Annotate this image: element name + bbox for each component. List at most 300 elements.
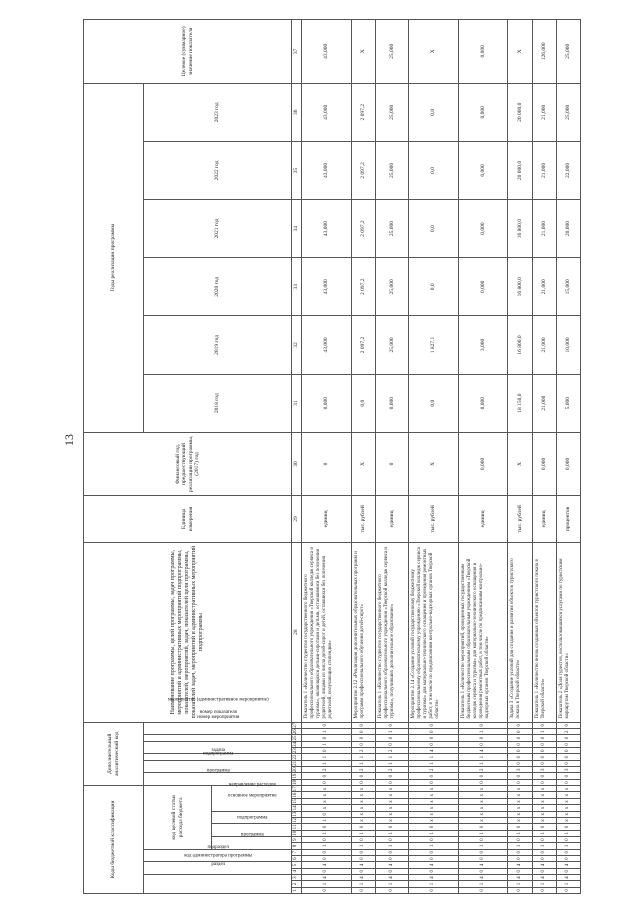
year-value-cell: 25,000: [376, 83, 409, 141]
code-cell: 0: [351, 836, 375, 842]
year-value-cell: 2 097,2: [351, 200, 375, 258]
code-cell: 1: [508, 830, 532, 836]
row-name-cell: Мероприятие 2.14 «Создание условий государственному бюджетному профессиональному образовательному учреждению «Тверской колледж сервиса и туризма» для материально-технического оснащения и проведения ремонтных работ, в том числе по предписаниям контрольно-надзорных органов Тверской области»: [408, 542, 458, 722]
code-cell: 1: [408, 760, 458, 766]
code-cell: 0: [508, 748, 532, 754]
code-cell: 1: [408, 830, 458, 836]
code-cell: 0: [408, 773, 458, 779]
code-cell: 0: [556, 855, 580, 861]
page-number: 13: [62, 434, 76, 446]
code-cell: 0: [351, 779, 375, 785]
column-number: 5: [292, 862, 302, 868]
code-cell: 2: [458, 767, 508, 773]
code-cell: 1: [376, 754, 409, 760]
code-cell: 0: [458, 836, 508, 842]
code-cell: 1: [532, 729, 556, 735]
year-value-cell: 22,000: [556, 141, 580, 199]
code-cell: 0: [508, 760, 532, 766]
code-cell: 0: [351, 773, 375, 779]
code-cell: 0: [351, 868, 375, 874]
code-cell: 4: [508, 862, 532, 868]
code-cell: 1: [302, 843, 352, 849]
code-cell: 0: [556, 773, 580, 779]
code-cell: х: [458, 805, 508, 811]
code-cell: 4: [408, 748, 458, 754]
unit-column-header: Единица измерения: [84, 496, 292, 543]
year-value-cell: 3,000: [458, 316, 508, 374]
year-value-cell: 2 097,2: [351, 141, 375, 199]
row-name-cell: Мероприятие 2.12 «Реализация дополнительных образовательных программ и программ профессионального обучения детей-сирот»: [351, 542, 375, 722]
code-cell: 2: [376, 748, 409, 754]
code-cell: 1: [408, 881, 458, 887]
code-cell: 0: [458, 849, 508, 855]
code-cell: 0: [302, 855, 352, 861]
row-name-cell: Показатель 2 «Доля туристов, воспользовавшихся услугами по туристским маршрутам Тверской области»: [556, 542, 580, 722]
year-value-cell: 21,000: [532, 200, 556, 258]
code-cell: 1: [351, 754, 375, 760]
code-cell: 0: [532, 779, 556, 785]
table-row: [376, 20, 409, 894]
base-year-cell: Х: [408, 432, 458, 495]
year-value-cell: 43,000: [302, 200, 352, 258]
a-subprogram-header: подпрограмма: [144, 760, 292, 773]
code-cell: х: [408, 786, 458, 792]
a-activity-header: мероприятие (административное мероприятие): [144, 741, 292, 754]
year-value-cell: 0,0: [408, 374, 458, 432]
code-cell: 0: [376, 722, 409, 728]
row-name-cell: Показатель 1 «Количество мероприятий, проведенных государственным бюджетным профессиональным образовательным учреждением «Тверской колледж сервиса и туризма» для материально-технического оснащения и проведения ремонтных работ, в том числе по предписаниям контрольно-надзорных органов Тверской области»: [458, 542, 508, 722]
column-number: 3: [292, 874, 302, 880]
code-cell: х: [556, 786, 580, 792]
year-value-cell: 16 800,0: [508, 258, 532, 316]
code-cell: 1: [532, 843, 556, 849]
year-value-cell: 2 097,2: [351, 258, 375, 316]
column-number: 13: [292, 811, 302, 817]
code-cell: 0: [532, 868, 556, 874]
table-row: [508, 20, 532, 894]
year-value-cell: 16 800,0: [508, 200, 532, 258]
years-group-header: Годы реализации программы: [84, 83, 144, 432]
year-value-cell: 15,000: [556, 258, 580, 316]
code-cell: х: [556, 811, 580, 817]
code-cell: 0: [302, 868, 352, 874]
base-year-cell: 0: [302, 432, 352, 495]
code-cell: 0: [302, 773, 352, 779]
final-value-cell: 126,000: [532, 20, 556, 84]
code-cell: х: [532, 798, 556, 804]
code-cell: 0: [556, 779, 580, 785]
year-value-cell: 0,000: [458, 200, 508, 258]
year-2022-header: 2022 год: [144, 141, 292, 199]
column-number: 21: [292, 760, 302, 766]
column-number: 1: [292, 887, 302, 893]
code-cell: 0: [408, 779, 458, 785]
code-cell: х: [376, 792, 409, 798]
code-cell: 0: [351, 855, 375, 861]
a-activity-number-header: номер мероприятия: [144, 735, 292, 741]
program-code-header: программа: [212, 836, 292, 849]
code-cell: 0: [302, 779, 352, 785]
column-number: 32: [292, 316, 302, 374]
code-cell: 0: [508, 868, 532, 874]
column-number: 18: [292, 779, 302, 785]
final-value-column-header: Целевое (суммарное) значение показателя: [84, 20, 292, 84]
code-cell: 0: [408, 824, 458, 830]
code-cell: 1: [376, 729, 409, 735]
code-cell: 1: [302, 817, 352, 823]
code-cell: 2: [302, 767, 352, 773]
code-cell: 1: [302, 830, 352, 836]
code-cell: 1: [376, 760, 409, 766]
column-number: 35: [292, 141, 302, 199]
code-cell: 0: [376, 741, 409, 747]
code-cell: 0: [376, 779, 409, 785]
code-cell: 1: [458, 729, 508, 735]
code-cell: 0: [556, 868, 580, 874]
code-cell: 0: [532, 735, 556, 741]
row-name-cell: Показатель 1 «Количество студентов государственного бюджетного профессионального образовательного учреждения «Тверской колледж сервиса и туризма», являющихся детьми-сиротами и детьми, оставшимися без попечения родителей, лицами из числа детей-сирот и детей, оставшихся без попечения родителей, получающих стипендии»: [302, 542, 352, 722]
code-cell: 0: [556, 824, 580, 830]
column-number: 4: [292, 868, 302, 874]
code-cell: 0: [508, 754, 532, 760]
code-cell: 0: [408, 855, 458, 861]
main-activity-header: основное мероприятие: [212, 811, 292, 824]
year-value-cell: 0,0: [408, 83, 458, 141]
code-cell: 0: [408, 735, 458, 741]
column-number: 16: [292, 792, 302, 798]
code-cell: 0: [458, 779, 508, 785]
code-cell: 0: [302, 748, 352, 754]
code-cell: х: [302, 798, 352, 804]
column-number: 29: [292, 496, 302, 543]
code-cell: 0: [532, 741, 556, 747]
code-cell: х: [302, 805, 352, 811]
base-year-cell: 0,000: [458, 432, 508, 495]
code-cell: х: [408, 817, 458, 823]
code-cell: 4: [556, 874, 580, 880]
code-cell: 3: [508, 767, 532, 773]
code-cell: х: [458, 792, 508, 798]
code-cell: 3: [556, 767, 580, 773]
code-cell: 4: [458, 748, 508, 754]
code-cell: 0: [458, 824, 508, 830]
code-cell: 1: [351, 830, 375, 836]
code-cell: 0: [408, 887, 458, 893]
code-cell: х: [556, 817, 580, 823]
year-value-cell: 25,000: [556, 83, 580, 141]
column-number: 11: [292, 824, 302, 830]
final-value-cell: Х: [351, 20, 375, 84]
column-number: 19: [292, 773, 302, 779]
code-cell: 0: [556, 887, 580, 893]
code-cell: 0: [532, 773, 556, 779]
code-cell: 4: [556, 862, 580, 868]
code-cell: 1: [556, 881, 580, 887]
subprogram-code-header: подпрограмма: [212, 824, 292, 837]
code-cell: 0: [376, 773, 409, 779]
column-number: 8: [292, 843, 302, 849]
code-cell: х: [408, 811, 458, 817]
code-cell: 1: [376, 881, 409, 887]
column-number: 6: [292, 855, 302, 861]
code-cell: 1: [556, 830, 580, 836]
code-cell: 0: [508, 887, 532, 893]
activity-direction-header: направление расходов: [212, 786, 292, 811]
table-row: [408, 20, 458, 894]
code-cell: 0: [458, 722, 508, 728]
unit-cell: единиц: [376, 496, 409, 543]
year-value-cell: 25,000: [376, 258, 409, 316]
code-cell: х: [458, 786, 508, 792]
subsection-header: подраздел: [144, 849, 292, 862]
code-cell: 0: [302, 735, 352, 741]
code-cell: 2: [351, 748, 375, 754]
code-cell: х: [532, 811, 556, 817]
code-cell: 0: [302, 836, 352, 842]
code-cell: 0: [408, 849, 458, 855]
code-cell: 1: [532, 830, 556, 836]
code-cell: 1: [302, 729, 352, 735]
year-value-cell: 25,000: [376, 141, 409, 199]
code-cell: х: [376, 786, 409, 792]
column-number: 31: [292, 374, 302, 432]
year-value-cell: 2 097,2: [351, 316, 375, 374]
code-cell: х: [376, 811, 409, 817]
year-value-cell: 0,000: [458, 83, 508, 141]
code-cell: 0: [556, 748, 580, 754]
code-cell: 4: [532, 862, 556, 868]
year-value-cell: 20,000: [556, 200, 580, 258]
additional-code-header: Дополнительный аналитический код: [84, 722, 144, 786]
row-name-cell: Показатель 1 «Количество вновь созданных объектов туристского показа в Тверской области»: [532, 542, 556, 722]
code-cell: 1: [302, 754, 352, 760]
year-value-cell: 0,000: [458, 258, 508, 316]
code-cell: 0: [508, 773, 532, 779]
final-value-cell: 43,000: [302, 20, 352, 84]
section-header: раздел: [144, 862, 292, 875]
base-year-column-header: Финансовый год, предшествующий реализации программы, (2017) год: [84, 432, 292, 495]
final-value-cell: Х: [408, 20, 458, 84]
a-indicator-header: номер показателя: [144, 722, 292, 735]
year-value-cell: 21,000: [532, 316, 556, 374]
column-number: 2: [292, 881, 302, 887]
code-cell: 1: [458, 830, 508, 836]
code-cell: 0: [556, 735, 580, 741]
year-2018-header: 2018 год: [144, 374, 292, 432]
year-value-cell: 0,0: [408, 258, 458, 316]
code-cell: х: [458, 798, 508, 804]
code-cell: 0: [302, 887, 352, 893]
table-row: [556, 20, 580, 894]
code-cell: х: [376, 798, 409, 804]
code-cell: 1: [351, 760, 375, 766]
code-cell: 1: [351, 843, 375, 849]
column-number: 9: [292, 836, 302, 842]
code-cell: 0: [532, 836, 556, 842]
column-number: 23: [292, 748, 302, 754]
code-cell: 0: [376, 887, 409, 893]
year-value-cell: 16 800,0: [508, 316, 532, 374]
code-cell: 1: [532, 881, 556, 887]
year-value-cell: 20 000,0: [508, 141, 532, 199]
code-cell: 0: [408, 722, 458, 728]
code-cell: 1: [458, 754, 508, 760]
code-cell: 0: [376, 868, 409, 874]
column-number-row: [292, 20, 302, 894]
code-cell: 1: [302, 760, 352, 766]
column-number: 12: [292, 817, 302, 823]
code-cell: 4: [376, 874, 409, 880]
code-cell: 4: [302, 874, 352, 880]
code-cell: 0: [508, 722, 532, 728]
code-cell: х: [508, 786, 532, 792]
base-year-cell: 0: [376, 432, 409, 495]
code-cell: 0: [376, 836, 409, 842]
code-cell: х: [408, 805, 458, 811]
code-cell: 1: [351, 881, 375, 887]
code-cell: 0: [532, 824, 556, 830]
code-cell: 0: [376, 849, 409, 855]
year-value-cell: 25,000: [376, 200, 409, 258]
code-cell: 0: [302, 849, 352, 855]
code-cell: 0: [556, 722, 580, 728]
code-cell: х: [556, 792, 580, 798]
code-cell: 4: [351, 862, 375, 868]
code-cell: 0: [302, 824, 352, 830]
year-value-cell: 1 827,1: [408, 316, 458, 374]
code-cell: 0: [351, 735, 375, 741]
code-cell: 4: [408, 862, 458, 868]
year-value-cell: 10,000: [556, 316, 580, 374]
code-cell: 1: [458, 843, 508, 849]
code-cell: 0: [376, 735, 409, 741]
code-cell: 1: [408, 843, 458, 849]
code-cell: 2: [376, 767, 409, 773]
code-cell: 0: [556, 760, 580, 766]
code-cell: 0: [408, 868, 458, 874]
year-2021-header: 2021 год: [144, 200, 292, 258]
code-cell: 0: [532, 887, 556, 893]
year-value-cell: 43,000: [302, 316, 352, 374]
a-program-header: программа: [144, 773, 292, 786]
code-cell: 4: [351, 874, 375, 880]
column-number: 37: [292, 20, 302, 84]
year-value-cell: 21,000: [532, 258, 556, 316]
table-body: [302, 20, 581, 894]
code-cell: х: [376, 805, 409, 811]
year-value-cell: 0,000: [376, 374, 409, 432]
code-cell: 0: [351, 729, 375, 735]
code-cell: 0: [556, 754, 580, 760]
column-number: 22: [292, 754, 302, 760]
year-value-cell: 43,000: [302, 141, 352, 199]
code-cell: х: [532, 792, 556, 798]
target-article-header: код целевой статьи расхода бюджета: [144, 786, 212, 849]
column-number: 36: [292, 83, 302, 141]
table-row: [532, 20, 556, 894]
code-cell: х: [508, 811, 532, 817]
column-number: 17: [292, 786, 302, 792]
column-number: 10: [292, 830, 302, 836]
code-cell: 0: [508, 735, 532, 741]
column-number: 20: [292, 767, 302, 773]
code-cell: 2: [556, 729, 580, 735]
code-cell: 3: [532, 767, 556, 773]
code-cell: 0: [508, 779, 532, 785]
year-2020-header: 2020 год: [144, 258, 292, 316]
code-cell: х: [556, 805, 580, 811]
code-cell: 0: [556, 741, 580, 747]
base-year-cell: Х: [508, 432, 532, 495]
a-task-header: задача: [144, 754, 292, 760]
code-cell: 0: [351, 849, 375, 855]
code-cell: 1: [376, 830, 409, 836]
unit-cell: единиц: [532, 496, 556, 543]
program-table-sheet: [83, 19, 581, 894]
code-cell: 0: [408, 729, 458, 735]
base-year-cell: 0,000: [556, 432, 580, 495]
code-cell: 0: [532, 754, 556, 760]
code-cell: 0: [532, 849, 556, 855]
year-value-cell: 21,000: [532, 83, 556, 141]
code-cell: 0: [376, 824, 409, 830]
row-name-cell: Задача 3 «Создание условий для создания и развития объектов туристского показа в Тверской области»: [508, 542, 532, 722]
unit-cell: тыс. рублей: [351, 496, 375, 543]
name-column-header: Наименование программы, целей программы, задач программы, мероприятий и административных мероприятий подпрограммы, показателей, мероприятий, задач, показателей цели программы, показателей задач, мероприятий и административных мероприятий подпрограммы: [84, 542, 292, 722]
year-value-cell: 0,0: [351, 374, 375, 432]
code-cell: 0: [532, 760, 556, 766]
final-value-cell: Х: [508, 20, 532, 84]
base-year-cell: Х: [351, 432, 375, 495]
code-cell: х: [351, 792, 375, 798]
code-cell: 4: [376, 862, 409, 868]
base-year-cell: 0,000: [532, 432, 556, 495]
code-cell: 0: [556, 836, 580, 842]
code-cell: 1: [508, 843, 532, 849]
code-cell: х: [458, 817, 508, 823]
code-cell: 0: [508, 855, 532, 861]
column-number: 28: [292, 542, 302, 722]
year-value-cell: 21,000: [532, 141, 556, 199]
admin-code-header: код администратора программы: [144, 874, 292, 893]
code-cell: х: [376, 817, 409, 823]
budget-codes-header: Коды бюджетной классификации: [84, 786, 144, 894]
code-cell: 4: [302, 862, 352, 868]
code-cell: 0: [556, 849, 580, 855]
table-row: [351, 20, 375, 894]
code-cell: 0: [408, 741, 458, 747]
code-cell: х: [508, 817, 532, 823]
code-cell: 0: [458, 741, 508, 747]
table-row: [458, 20, 508, 894]
code-cell: 1: [302, 741, 352, 747]
year-value-cell: 0,000: [302, 374, 352, 432]
code-cell: х: [556, 798, 580, 804]
code-cell: 4: [458, 862, 508, 868]
year-2019-header: 2019 год: [144, 316, 292, 374]
code-cell: 0: [508, 741, 532, 747]
code-cell: х: [302, 792, 352, 798]
column-number: 34: [292, 200, 302, 258]
code-cell: 0: [351, 824, 375, 830]
code-cell: 0: [508, 849, 532, 855]
code-cell: х: [508, 792, 532, 798]
code-cell: х: [351, 805, 375, 811]
year-value-cell: 5,000: [556, 374, 580, 432]
year-value-cell: 21,000: [532, 374, 556, 432]
code-cell: 0: [351, 887, 375, 893]
code-cell: х: [351, 798, 375, 804]
